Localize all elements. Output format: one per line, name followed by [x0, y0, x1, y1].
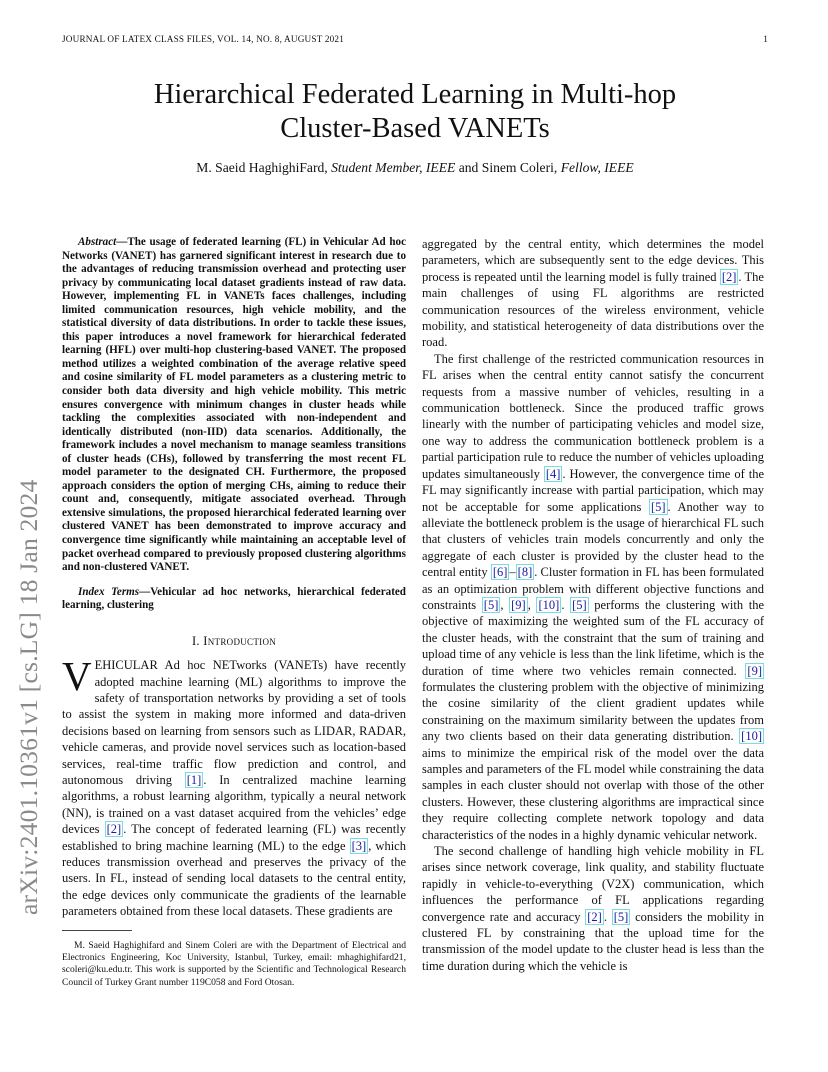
index-terms-text: —Vehicular ad hoc networks, hierarchical federated learning, clustering: [62, 585, 406, 612]
index-terms: [62, 586, 406, 613]
citation-link[interactable]: [6]: [492, 565, 508, 580]
citation-link[interactable]: [8]: [517, 565, 533, 580]
author-1: M. Saeid HaghighiFard,: [196, 160, 328, 175]
left-column: [62, 236, 406, 920]
text-run: .: [561, 597, 571, 612]
author-2-role: Fellow, IEEE: [560, 160, 634, 175]
text-run: aims to minimize the empirical risk of the model over the data samples and parameters of the FL model while constraining the data samples in each cluster should not overlap with those of the other clusters. However, these clustering algorithms are impractical since they require collecting complete network topology and data characteristics of the nodes in a highly dynamic vehicular network.: [422, 745, 764, 842]
paper-title: [62, 78, 768, 146]
running-header: [62, 34, 768, 48]
text-run: .: [603, 909, 612, 924]
text-run: aggregated by the central entity, which determines the model parameters, which are subsequently sent to the edge devices. This process is repeated until the learning model is fully trained: [422, 237, 764, 284]
text-run: . The main challenges of using FL algorithms are restricted communication resources of the wireless environment, vehicle mobility, and statistical heterogeneity of data distributions over the road.: [422, 269, 764, 350]
text-run: formulates the clustering problem with the objective of minimizing the cosine similarity of the client gradient updates while constraining on the maximum similarity between the updates from any two clients based on their data generating distribution.: [422, 679, 764, 744]
text-run: . However, the convergence time of the FL may significantly increase with partial participation, which may not be acceptable for some applications: [422, 466, 764, 514]
citation-link[interactable]: [9]: [747, 663, 762, 678]
intro-paragraph-2: [422, 351, 764, 843]
dropcap: V: [62, 653, 92, 700]
title-line-1: Hierarchical Federated Learning in Multi-hop: [153, 79, 677, 110]
intro-paragraph-1-cont: [422, 236, 764, 351]
title-line-2: Cluster-Based VANETs: [280, 113, 550, 144]
author-line: [62, 160, 768, 176]
citation-link[interactable]: [2]: [106, 822, 122, 837]
journal-name: JOURNAL OF LATEX CLASS FILES, VOL. 14, NO. 8, AUGUST 2021: [62, 34, 345, 44]
intro-paragraph-3: [422, 843, 764, 974]
citation-link[interactable]: [2]: [587, 909, 602, 924]
footnote: M. Saeid Haghighifard and Sinem Coleri are with the Department of Electrical and Electronics Engineering, Koc University, Istanbul, Turkey, email: mhaghighifard21, scoleri@ku.edu.tr. This work is supported by the Scientific and Technological Research Council of Turkey Grant number 119C058 and Ford Otosan.: [62, 940, 406, 988]
author-and: and: [458, 160, 479, 175]
citation-link[interactable]: [5]: [650, 499, 666, 514]
citation-link[interactable]: [5]: [572, 597, 587, 612]
text-run: . Another way to alleviate the bottleneck problem is the usage of hierarchical FL such that clusters of vehicles train models concurrently and only the aggregate of each cluster is provided by the cluster head to the central entity: [422, 499, 764, 580]
text-run: EHICULAR Ad hoc NETworks (VANETs) have recently adopted machine learning (ML) algorithms to improve the safety of transportation networks by providing a set of tools to assist the system in making more informed and data-driven decisions based on learning from sensors such as LIDAR, RADAR, vehicle cameras, and provide novel services such as location-based services, real-time traffic flow prediction and control, and autonomous driving: [62, 658, 406, 788]
abstract-text: —The usage of federated learning (FL) in Vehicular Ad hoc Networks (VANET) has garnered significant interest in research due to the advantages of reducing transmission overhead and protecting user privacy by communicating local dataset gradients instead of raw data. However, implementing FL in VANETs faces challenges, including limited communication resources, high vehicle mobility, and the statistical diversity of data distributions. In order to tackle these issues, this paper introduces a novel framework for hierarchical federated learning (HFL) over multi-hop clustering-based VANET. The proposed method utilizes a weighted combination of the average relative speed and cosine similarity of FL model parameters as a clustering metric to consider both data diversity and high vehicle mobility. This metric ensures convergence with minimum changes in cluster heads while tackling the complexities associated with non-independent and identically distributed (non-IID) data scenarios. Additionally, the framework includes a novel mechanism to manage seamless transitions of cluster heads (CHs), followed by transferring the most recent FL model parameter to the designated CH. Furthermore, the proposed approach considers the option of merging CHs, aiming to reduce their count and, consequently, mitigate associated overhead. Through extensive simulations, the proposed hierarchical federated learning over clustered VANET has been demonstrated to improve accuracy and convergence time significantly while maintaining an acceptable level of packet overhead compared to previously proposed clustering algorithms and non-clustered VANET.: [62, 236, 406, 574]
abstract-label: Abstract: [78, 236, 117, 248]
text-run: . In centralized machine learning algorithms, a robust learning algorithm, typically a neural network (NN), is trained on a vast dataset acquired from the vehicles’ edge devices: [62, 773, 406, 837]
arxiv-stamp: arXiv:2401.10361v1 [cs.LG] 18 Jan 2024: [14, 479, 43, 915]
text-run: –: [509, 565, 516, 580]
text-run: performs the clustering with the objective of maximizing the weighted sum of the FL accuracy of the cluster heads, with the constraint that the sum of training and upload time of any vehicle is less than the link lifetime, which is the duration of time where two vehicles remain connected.: [422, 597, 765, 678]
citation-link[interactable]: [10]: [538, 597, 560, 612]
text-run: . The concept of federated learning (FL) was recently established to bring machine learning (ML) to the edge: [62, 822, 406, 853]
section-heading: [62, 633, 406, 649]
text-run: The first challenge of the restricted communication resources in FL arises when the central entity cannot satisfy the concurrent requests from a massive number of vehicles, resulting in a communication bottleneck. Since the produced traffic grows linearly with the number of participating vehicles and model size, one way to address the communication bottleneck problem is a partial participation rule to reduce the number of vehicles uploading updates simultaneously: [422, 351, 764, 481]
text-run: ,: [500, 597, 510, 612]
citation-link[interactable]: [2]: [721, 269, 737, 284]
abstract: [62, 236, 406, 575]
citation-link[interactable]: [10]: [741, 729, 762, 744]
page-number: 1: [763, 34, 768, 44]
citation-link[interactable]: [1]: [186, 773, 202, 788]
right-column: [422, 236, 764, 974]
citation-link[interactable]: [9]: [511, 597, 526, 612]
author-1-role: Student Member, IEEE: [331, 160, 456, 175]
text-run: ,: [527, 597, 537, 612]
text-run: . Cluster formation in FL has been formulated as an optimization problem with different objective functions and constraints: [422, 565, 764, 612]
section-title: Introduction: [203, 633, 277, 648]
citation-link[interactable]: [3]: [351, 838, 367, 853]
text-run: , which reduces transmission overhead and preserves the privacy of the users. In FL, instead of sending local datasets to the central entity, the edge devices only communicate the gradients of the learnable parameters obtained from these local datasets. These gradients are: [62, 838, 406, 919]
index-terms-label: Index Terms: [78, 585, 140, 598]
text-run: considers the mobility in clustered FL by constraining that the upload time for the transmission of the model update to the cluster head is less than the time duration during which the vehicle is: [422, 909, 764, 973]
citation-link[interactable]: [5]: [483, 597, 499, 612]
footnote-rule: [62, 930, 132, 931]
text-run: The second challenge of handling high vehicle mobility in FL arises since network coverage, link quality, and stability fluctuate rapidly in vehicle-to-everything (V2X) communication, which influences the performance of FL applications regarding convergence rate and accuracy: [422, 844, 764, 924]
section-number: I.: [191, 633, 200, 648]
intro-paragraph-1: [62, 653, 406, 920]
citation-link[interactable]: [4]: [545, 466, 561, 481]
author-2: Sinem Coleri,: [481, 160, 558, 175]
citation-link[interactable]: [5]: [613, 909, 629, 924]
